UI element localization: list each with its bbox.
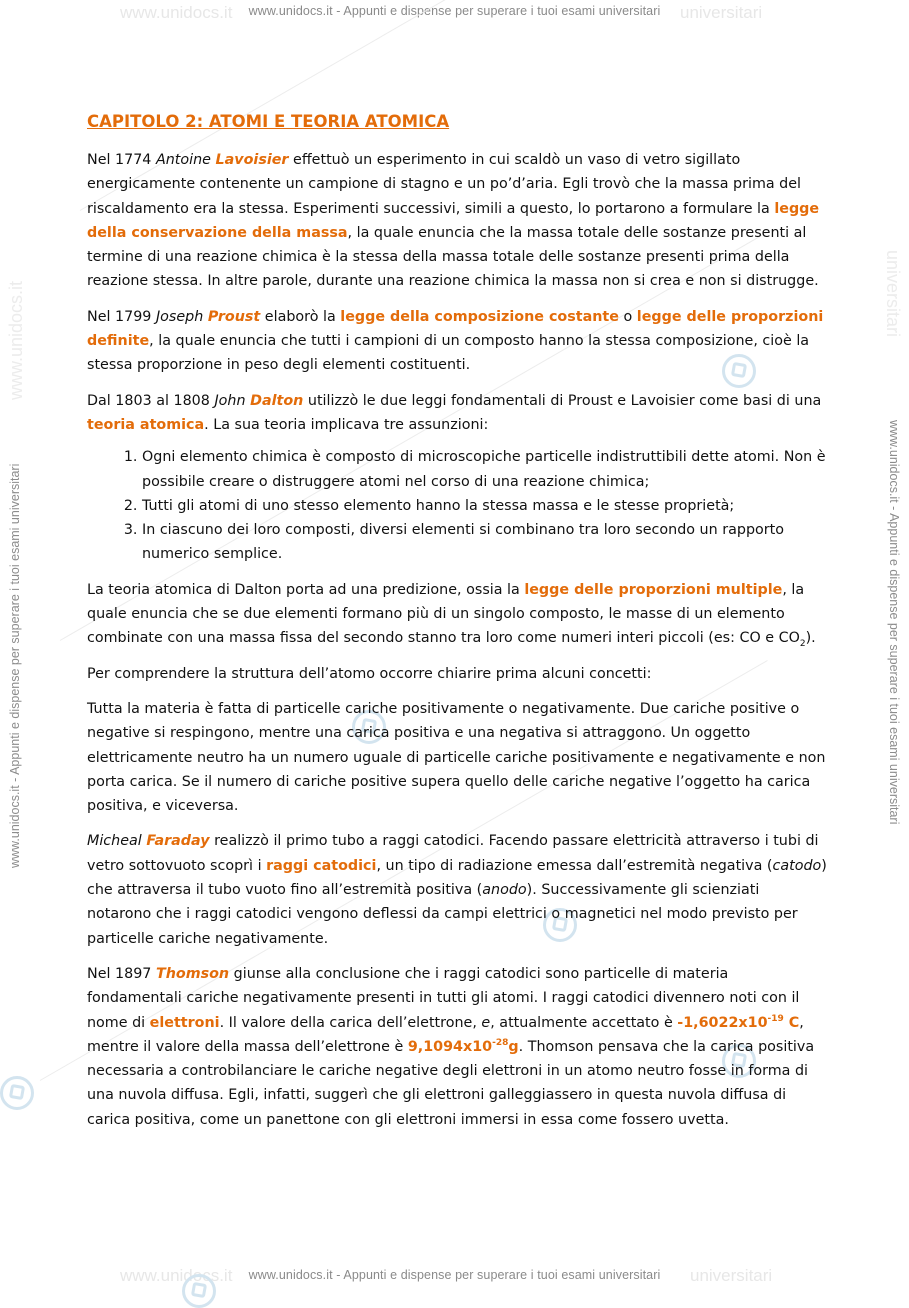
paragraph-charges: Tutta la materia è fatta di particelle cariche positivamente o negativamente. Due cariche positive o negative si respingono, mentre una carica positiva e una negativa si attraggono. Un oggetto elettricamente neutro ha un numero uguale di particelle cariche positivamente e negativamente e non porta carica. Se il numero di cariche positive supera quello delle cariche negative l’oggetto ha carica positiva, e viceversa. <box>87 700 826 815</box>
highlight-constant-composition-law: legge della composizione costante <box>340 308 619 325</box>
watermark-ghost-bottom-left: www.unidocs.it <box>120 1266 233 1285</box>
electron-mass-value: $9,1094x10^{-28}g$ <box>407 1038 519 1055</box>
watermark-side-ghost-right: universitari <box>883 250 903 338</box>
paragraph-lavoisier: Nel 1774 Antoine Lavoisier effettuò un esperimento in cui scaldò un vaso di vetro sigillato energicamente contenente un campione di stagno e un po’d’aria. Egli trovò che la massa prima del riscaldamento era la stessa. Esperimenti successivi, simili a questo, lo portarono a formulare la legge della conservazione della massa, la quale enuncia che la massa totale delle sostanze presenti al termine di una reazione chimica è la stessa della massa totale delle sostanze presenti prima della reazione stessa. In altre parole, durante una reazione chimica la massa non si crea e non si distrugge. <box>87 152 820 290</box>
highlight-dalton: Dalton <box>250 392 304 409</box>
highlight-conservation-law: legge della conservazione della massa <box>87 200 820 241</box>
list-item: 1. Ogni elemento chimica è composto di microscopiche particelle indistruttibili dette atomi. Non è possibile creare o distruggere atomi nel corso di una reazione chimica; <box>142 445 827 494</box>
dalton-assumptions-list <box>87 445 827 566</box>
highlight-lavoisier: Lavoisier <box>215 152 289 168</box>
paragraph-multiple-proportions: La teoria atomica di Dalton porta ad una predizione, ossia la legge delle proporzioni multiple, la quale enuncia che se due elementi formano più di un singolo composto, le masse di un elemento combinate con una massa fissa del secondo stanno tra loro come numeri interi piccoli (es: CO e $CO_2$). <box>87 581 816 650</box>
highlight-atomic-theory: teoria atomica <box>87 416 205 433</box>
paragraph-dalton: Dal 1803 al 1808 John Dalton utilizzò le due leggi fondamentali di Proust e Lavoisier come basi di una teoria atomica. La sua teoria implicava tre assunzioni: <box>87 392 822 433</box>
watermark-side-ghost-left: www.unidocs.it <box>6 280 26 400</box>
highlight-thomson: Thomson <box>155 965 230 982</box>
paragraph-faraday: Micheal Faraday realizzò il primo tubo a raggi catodici. Facendo passare elettricità attraverso i tubi di vetro sottovuoto scoprì i raggi catodici, un tipo di radiazione emessa dall’estremità negativa (catodo) che attraversa il tubo vuoto fino all’estremità positiva (anodo). Successivamente gli scienziati notarono che i raggi catodici vengono deflessi da campi elettrici o magnetici nel modo previsto per particelle cariche negativamente. <box>87 833 827 947</box>
electron-charge-value: $-1,6022x10^{-19}$ C <box>677 1013 800 1031</box>
watermark-footer[interactable]: www.unidocs.it - Appunti e dispense per superare i tuoi esami universitari <box>248 1268 661 1282</box>
paragraph-proust: Nel 1799 Joseph Proust elaborò la legge della composizione costante o legge delle proporzioni definite, la quale enuncia che tutti i campioni di un composto hanno la stessa composizione, cioè la stessa proporzione in peso degli elementi costituenti. <box>87 308 824 374</box>
watermark-header[interactable]: www.unidocs.it - Appunti e dispense per superare i tuoi esami universitari <box>248 4 661 18</box>
list-item: 3. In ciascuno dei loro composti, diversi elementi si combinano tra loro secondo un rapporto numerico semplice. <box>142 518 827 567</box>
highlight-faraday: Faraday <box>146 833 210 850</box>
watermark-side-left: www.unidocs.it - Appunti e dispense per superare i tuoi esami universitari <box>8 463 22 868</box>
watermark-logo-icon <box>182 1274 216 1308</box>
document-body <box>87 110 827 1143</box>
watermark-ghost-bottom-right: universitari <box>690 1266 773 1285</box>
watermark-ghost-top-left: www.unidocs.it <box>120 3 233 22</box>
watermark-ghost-top-right: universitari <box>680 3 763 22</box>
highlight-electrons: elettroni <box>149 1014 220 1031</box>
highlight-cathode-rays: raggi catodici <box>266 857 377 874</box>
paragraph-thomson: Nel 1897 Thomson giunse alla conclusione che i raggi catodici sono particelle di materia fondamentali cariche negativamente presenti in tutti gli atomi. I raggi catodici divennero noti con il nome di elettroni. Il valore della carica dell’elettrone, e, attualmente accettato è $-1,6022x10^{-19}$ C, mentre il valore della massa dell’elettrone è $9,1094x10^{-28}g$. Thomson pensava che la carica positiva necessaria a controbilanciare le cariche negative degli elettroni in un atomo neutro fosse in forma di una nuvola diffusa. Egli, infatti, suggerì che gli elettroni galleggiassero in questa nuvola diffusa di carica positiva, come un panettone con gli elettroni immersi in essa come fossero uvetta. <box>87 965 815 1128</box>
highlight-multiple-proportions-law: legge delle proporzioni multiple <box>524 581 783 598</box>
chapter-title: CAPITOLO 2: ATOMI E TEORIA ATOMICA <box>87 112 450 131</box>
watermark-side-right: www.unidocs.it - Appunti e dispense per superare i tuoi esami universitari <box>887 420 901 825</box>
watermark-logo-icon <box>0 1076 34 1110</box>
highlight-proust: Proust <box>207 308 261 325</box>
paragraph-intro-concepts: Per comprendere la struttura dell’atomo occorre chiarire prima alcuni concetti: <box>87 665 652 682</box>
highlight-definite-proportions-law: legge delle proporzioni definite <box>87 308 824 350</box>
list-item: 2. Tutti gli atomi di uno stesso elemento hanno la stessa massa e le stesse proprietà; <box>142 494 827 518</box>
